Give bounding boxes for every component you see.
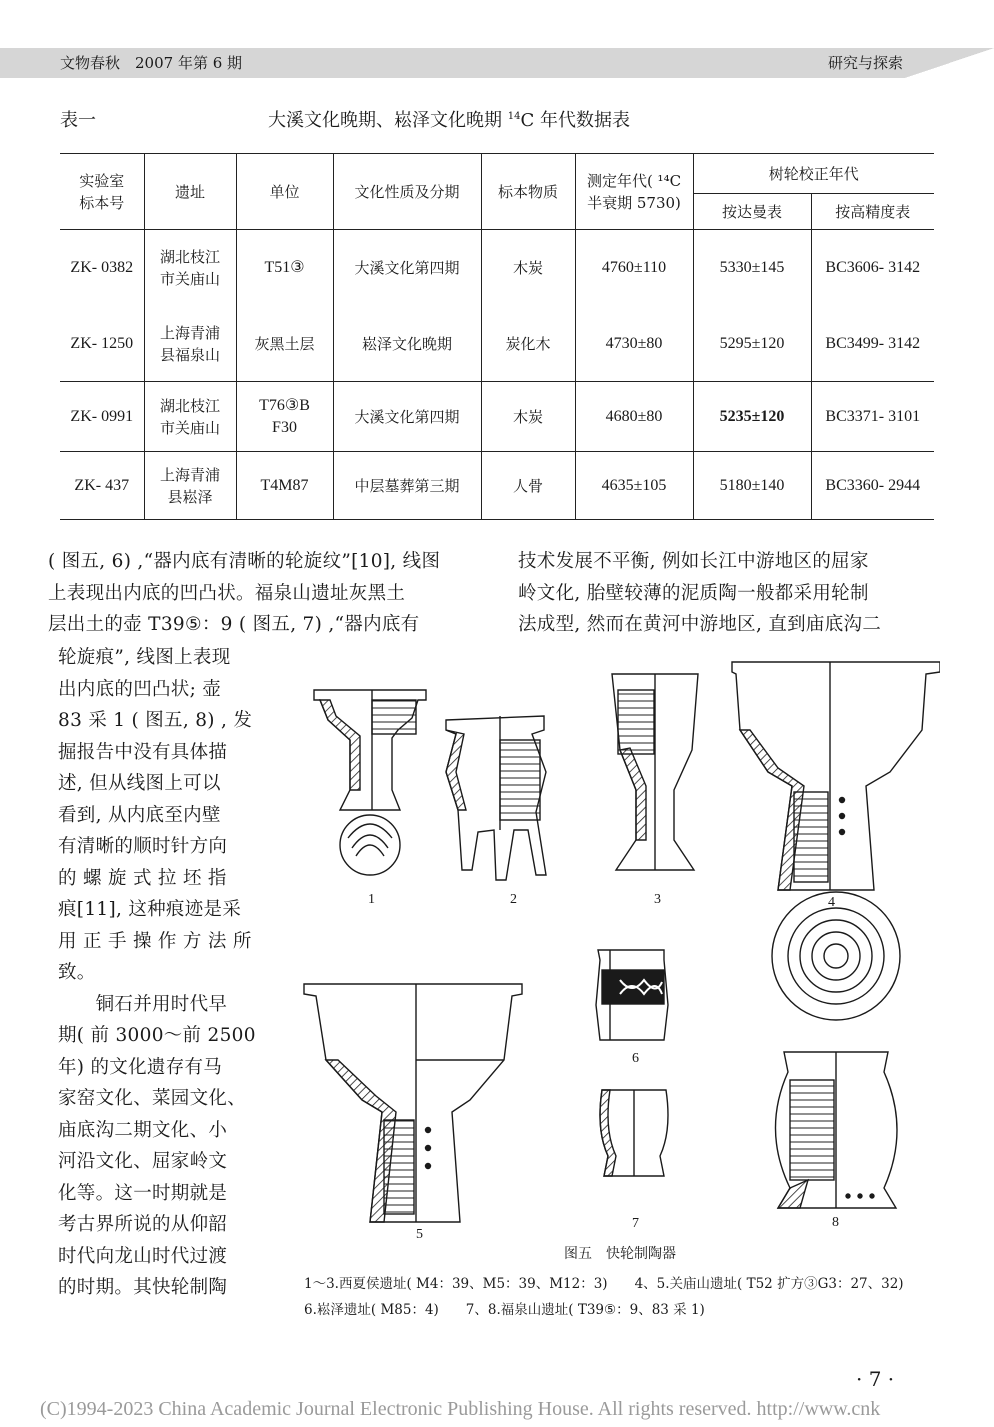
fig-label-3: 3 [654, 892, 661, 907]
fig-label-5: 5 [416, 1227, 423, 1240]
fig-label-7: 7 [632, 1216, 639, 1231]
text-line: 用 正 手 操 作 方 法 所 [58, 930, 252, 952]
cell-lab-no: ZK- 0382 [60, 230, 144, 307]
cell-material: 炭化木 [481, 307, 575, 382]
vessel-5-drawing [304, 984, 522, 1222]
cell-high: BC3606- 3142 [811, 230, 934, 307]
text-line: 化等。这一时期就是 [58, 1182, 228, 1204]
cell-site: 上海青浦 县福泉山 [144, 307, 236, 382]
cell-damon: 5180±140 [693, 452, 811, 520]
header-culture: 文化性质及分期 [333, 154, 481, 230]
text-line: 期( 前 3000～前 2500 [58, 1025, 256, 1046]
section-title: 研究与探索 [828, 54, 904, 72]
text-line: 掘报告中没有具体描 [58, 741, 228, 763]
left-column-narrow [58, 642, 263, 1304]
cell-unit: T4M87 [236, 452, 333, 520]
text-line: 出内底的凹凸状; 壶 [58, 678, 222, 700]
text-line: 轮旋痕”, 线图上表现 [58, 647, 231, 668]
left-column-top [48, 546, 478, 641]
header-measured: 测定年代( ¹⁴C 半衰期 5730) [575, 154, 693, 230]
cell-culture: 大溪文化第四期 [333, 230, 481, 307]
header-by-high: 按高精度表 [835, 202, 911, 221]
fig-label-6: 6 [632, 1051, 639, 1066]
fig-label-4: 4 [828, 895, 835, 910]
text-line: 法成型, 然而在黄河中游地区, 直到庙底沟二 [518, 614, 882, 635]
text-line: 83 采 1 ( 图五, 8) , 发 [58, 710, 253, 731]
cell-damon: 5330±145 [693, 230, 811, 307]
cell-site: 湖北枝江 市关庙山 [144, 230, 236, 307]
vessel-2-drawing [446, 716, 546, 880]
text-line: 有清晰的顺时针方向 [58, 836, 228, 857]
cell-high: BC3371- 3101 [811, 382, 934, 452]
figure-caption [300, 1243, 940, 1263]
text-line: 铜石并用时代早 [58, 993, 228, 1015]
cell-measured: 4760±110 [575, 230, 693, 307]
table-row [60, 452, 934, 520]
fig-label-8: 8 [832, 1215, 839, 1230]
header-calibrated: 树轮校正年代 [693, 154, 934, 194]
table-row [60, 230, 934, 307]
text-line: 考古界所说的从仰韶 [58, 1214, 228, 1235]
radiocarbon-table [60, 153, 934, 520]
figure-pottery-drawings [300, 660, 940, 1240]
cell-lab-no: ZK- 1250 [60, 307, 144, 382]
text-line: 年) 的文化遗存有马 [58, 1056, 223, 1078]
table-row [60, 382, 934, 452]
cell-lab-no: ZK- 437 [60, 452, 144, 520]
cell-measured: 4635±105 [575, 452, 693, 520]
text-line: 的时期。其快轮制陶 [58, 1277, 228, 1298]
text-line: 致。 [58, 962, 96, 983]
text-line: 层出土的壶 T39⑤：9 ( 图五, 7) ,“器内底有 [48, 614, 420, 635]
page-number: · 7 · [856, 1367, 895, 1391]
text-line: 述, 但从线图上可以 [58, 773, 221, 794]
copyright-footer: (C)1994-2023 China Academic Journal Electronic Publishing House. All rights reserved. http://www.cnk [40, 1398, 881, 1420]
fig-label-2: 2 [510, 892, 517, 907]
vessel-6-drawing [596, 950, 668, 1040]
text-line: 技术发展不平衡, 例如长江中游地区的屈家 [518, 551, 869, 572]
table-row [60, 307, 934, 382]
cell-damon: 5235±120 [693, 382, 811, 452]
table-title: 大溪文化晚期、崧泽文化晚期 $^{14}$C 年代数据表 [268, 110, 630, 131]
text-line: 痕[11], 这种痕迹是采 [58, 899, 242, 920]
text-line: 的 螺 旋 式 拉 坯 指 [58, 867, 227, 889]
cell-culture: 崧泽文化晚期 [333, 307, 481, 382]
cell-measured: 4730±80 [575, 307, 693, 382]
header-corner [905, 48, 994, 78]
text-line: 上表现出内底的凹凸状。福泉山遗址灰黑土 [48, 582, 406, 604]
text-line: ( 图五, 6) ,“器内底有清晰的轮旋纹”[10], 线图 [48, 551, 441, 572]
text-line: 时代向龙山时代过渡 [58, 1245, 228, 1267]
cell-high: BC3499- 3142 [811, 307, 934, 382]
table-label: 表一 [60, 110, 96, 131]
right-column-top [518, 546, 938, 641]
figure-legend-line-1: 1～3.西夏侯遗址( M4：39、M5：39、M12：3) 4、5.关庙山遗址( T52 扩方③G3：27、32) [304, 1276, 904, 1292]
cell-culture: 中层墓葬第三期 [333, 452, 481, 520]
cell-unit: T76③B F30 [236, 382, 333, 452]
header-unit: 单位 [236, 154, 333, 230]
header-site: 遗址 [144, 154, 236, 230]
cell-material: 木炭 [481, 382, 575, 452]
vessel-7-drawing [600, 1090, 668, 1176]
journal-issue: 文物春秋 2007 年第 6 期 [60, 54, 243, 72]
figure-title: 图五 快轮制陶器 [564, 1246, 676, 1262]
text-line: 庙底沟二期文化、小 [58, 1119, 228, 1141]
text-line: 家窑文化、菜园文化、 [58, 1088, 247, 1109]
text-line: 河沿文化、屈家岭文 [58, 1151, 228, 1172]
cell-damon: 5295±120 [693, 307, 811, 382]
text-line: 岭文化, 胎壁较薄的泥质陶一般都采用轮制 [518, 582, 869, 604]
cell-high: BC3360- 2944 [811, 452, 934, 520]
cell-lab-no: ZK- 0991 [60, 382, 144, 452]
text-line: 看到, 从内底至内壁 [58, 804, 221, 826]
cell-material: 人骨 [481, 452, 575, 520]
vessel-3-drawing [612, 674, 698, 870]
figure-legend-line-2: 6.崧泽遗址( M85：4) 7、8.福泉山遗址( T39⑤：9、83 采 1) [304, 1302, 705, 1318]
vessel-8-drawing [772, 892, 900, 1208]
header-lab-no: 实验室 标本号 [60, 154, 144, 230]
cell-culture: 大溪文化第四期 [333, 382, 481, 452]
vessel-4-drawing [732, 662, 940, 890]
cell-unit: T51③ [236, 230, 333, 307]
cell-material: 木炭 [481, 230, 575, 307]
header-by-damon: 按达曼表 [693, 194, 811, 230]
cell-site: 湖北枝江 市关庙山 [144, 382, 236, 452]
cell-unit: 灰黑土层 [236, 307, 333, 382]
cell-measured: 4680±80 [575, 382, 693, 452]
header-material: 标本物质 [481, 154, 575, 230]
fig-label-1: 1 [368, 892, 375, 907]
cell-site: 上海青浦 县崧泽 [144, 452, 236, 520]
vessel-1-drawing [314, 690, 426, 875]
